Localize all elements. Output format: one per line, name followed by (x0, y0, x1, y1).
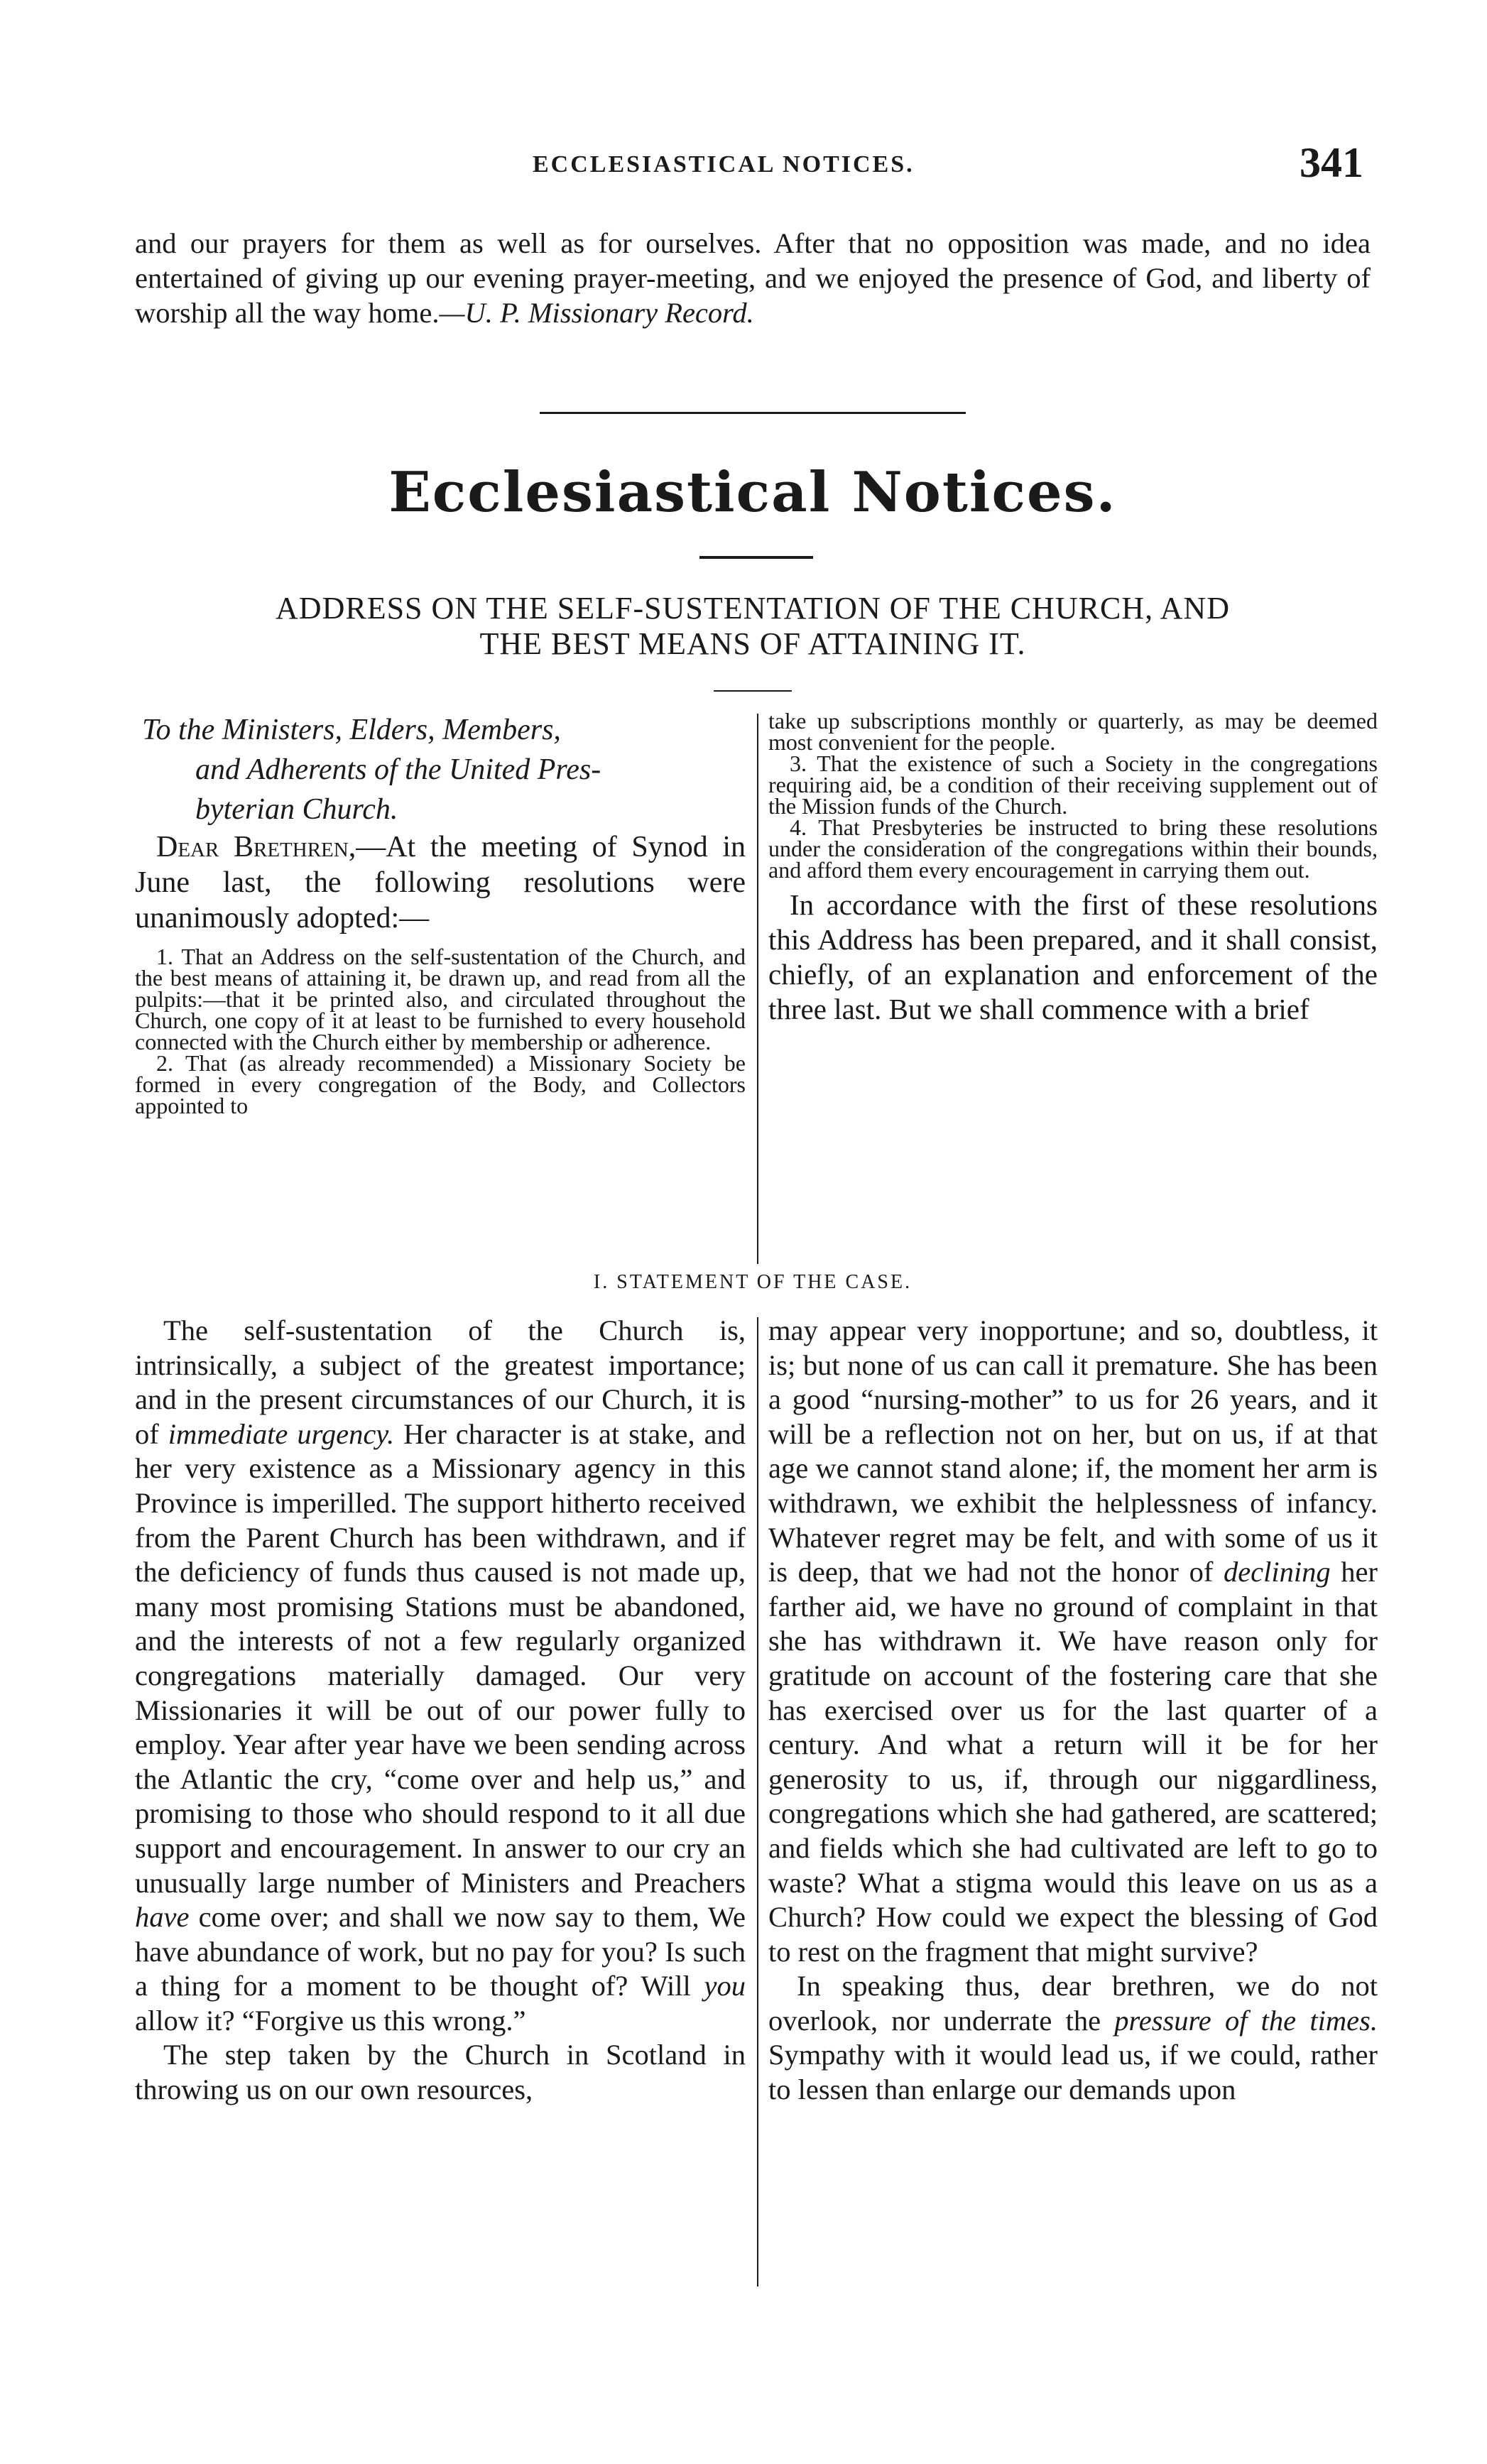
addressee-line-3: byterian Church. (195, 793, 398, 826)
section-title: Ecclesiastical Notices. (388, 460, 1117, 525)
greeting (135, 829, 746, 936)
statement-p1-em2: have (135, 1901, 190, 1934)
statement-p4-a: In speaking thus, dear brethren, we do not overlook, nor underrate the (768, 1970, 1378, 2037)
column-divider (757, 1317, 758, 2286)
accordance-paragraph: In accordance with the first of these resolutions this Address has been prepared, and it shall consist, chiefly, of an explanation and enforcement of the three last. But we shall commence with a brief (768, 888, 1378, 1025)
address-right-column (768, 710, 1378, 1027)
greeting-text: —At the meeting of Synod in June last, the following resolutions were unanimously adopted:— (135, 831, 746, 934)
address-title-line-1: ADDRESS ON THE SELF-SUSTENTATION OF THE CHURCH, AND (276, 591, 1230, 626)
separator-rule (540, 412, 966, 414)
statement-p1-a: The self-sustentation of the Church is, intrinsically, a subject of the greatest importance; and in the present circumstances of our Church, it is of (135, 1314, 746, 1450)
resolution-1: 1. That an Address on the self-sustentation of the Church, and the best means of attaining it, be drawn up, and read from all the pulpits:—that it be printed also, and circulated throughout the Church, one copy of it at least to be furnished to every household connected with the Church either by membership or adherence. (135, 944, 746, 1054)
intro-paragraph (135, 226, 1371, 330)
statement-p3-a: may appear very inopportune; and so, doubtless, it is; but none of us can call it premature. She has been a good “nursing-mother” to us for 26 years, and it will be a reflection not on her, but on us, if at that age we cannot stand alone; if, the moment her arm is withdrawn, we exhibit the helplessness of infancy. Whatever regret may be felt, and with some of us it is deep, that we had not the honor of (768, 1314, 1378, 1588)
running-head-title: ECCLESIASTICAL NOTICES. (533, 151, 915, 178)
address-title-line-2: THE BEST MEANS OF ATTAINING IT. (479, 626, 1026, 661)
title-underline (699, 556, 813, 559)
page-number: 341 (1300, 139, 1363, 186)
statement-left-column (135, 1314, 746, 2108)
statement-p3-em: declining (1223, 1556, 1331, 1588)
address-left-column (135, 710, 746, 1116)
statement-p1-c: come over; and shall we now say to them, We have abundance of work, but no pay for you? Is such a thing for a moment to be thought of? Will (135, 1901, 746, 2002)
intro-text: and our prayers for them as well as for ourselves. After that no opposition was made, and no idea entertained of giving up our evening prayer-meeting, and we enjoyed the presence of God, and liberty of worship all the way home. (135, 227, 1371, 329)
short-rule (714, 690, 792, 692)
statement-right-column (768, 1314, 1378, 2108)
statement-p1-d: allow it? “Forgive us this wrong.” (135, 2004, 526, 2037)
statement-p3-b: her farther aid, we have no ground of complaint in that she has withdrawn it. We have reason only for gratitude on account of the fostering care that she has exercised over us for the last quarter of a century. And what a return will it be for her generosity to us, if, through our niggardliness, congregations which she had gathered, are scattered; and fields which she had cultivated are left to go to waste? What a stigma would this leave on us as a Church? How could we expect the blessing of God to rest on the fragment that might survive? (768, 1556, 1378, 1968)
address-title (135, 591, 1371, 662)
statement-paragraph-4 (768, 1969, 1378, 2107)
addressee (135, 710, 746, 829)
resolution-2-end: take up subscriptions monthly or quarterly, as may be deemed most convenient for the people. (768, 708, 1378, 755)
statement-p1-b: Her character is at stake, and her very existence as a Missionary agency in this Province is imperilled. The support hitherto received from the Parent Church has been withdrawn, and if the deficiency of funds thus caused is not made up, many most promising Stations must be abandoned, and the interests of not a few regularly organized congregations materially damaged. Our very Missionaries it will be out of our power fully to employ. Year after year have we been sending across the Atlantic the cry, “come over and help us,” and promising to those who should respond to it all due support and encouragement. In answer to our cry an unusually large number of Ministers and Preachers (135, 1417, 746, 1899)
statement-paragraph-1 (135, 1314, 746, 2038)
salutation: Dear Brethren, (156, 831, 356, 863)
resolution-3: 3. That the existence of such a Society in the congregations requiring aid, be a condition of their receiving supplement out of the Mission funds of the Church. (768, 751, 1378, 819)
intro-source: —U. P. Missionary Record. (439, 297, 754, 329)
resolution-4: 4. That Presbyteries be instructed to bring these resolutions under the consideration of the congregations within their bounds, and afford them every encouragement in carrying them out. (768, 814, 1378, 883)
statement-heading: I. STATEMENT OF THE CASE. (593, 1271, 913, 1293)
statement-paragraph-2: The step taken by the Church in Scotland in throwing us on our own resources, (135, 2039, 746, 2106)
addressee-line-1: To the Ministers, Elders, Members, (142, 714, 561, 746)
statement-p4-b: Sympathy with it would lead us, if we could, rather to lessen than enlarge our demands upon (768, 2039, 1378, 2106)
statement-p1-em3: you (704, 1970, 746, 2002)
statement-paragraph-3 (768, 1314, 1378, 1969)
addressee-line-2: and Adherents of the United Pres- (195, 753, 601, 786)
statement-p4-em: pressure of the times. (1114, 2004, 1378, 2037)
resolution-2-start: 2. That (as already recommended) a Missionary Society be formed in every congregation of the Body, and Collectors appointed to (135, 1050, 746, 1118)
column-divider (757, 714, 758, 1264)
running-header (135, 138, 1378, 202)
statement-p1-em1: immediate urgency. (168, 1417, 395, 1450)
